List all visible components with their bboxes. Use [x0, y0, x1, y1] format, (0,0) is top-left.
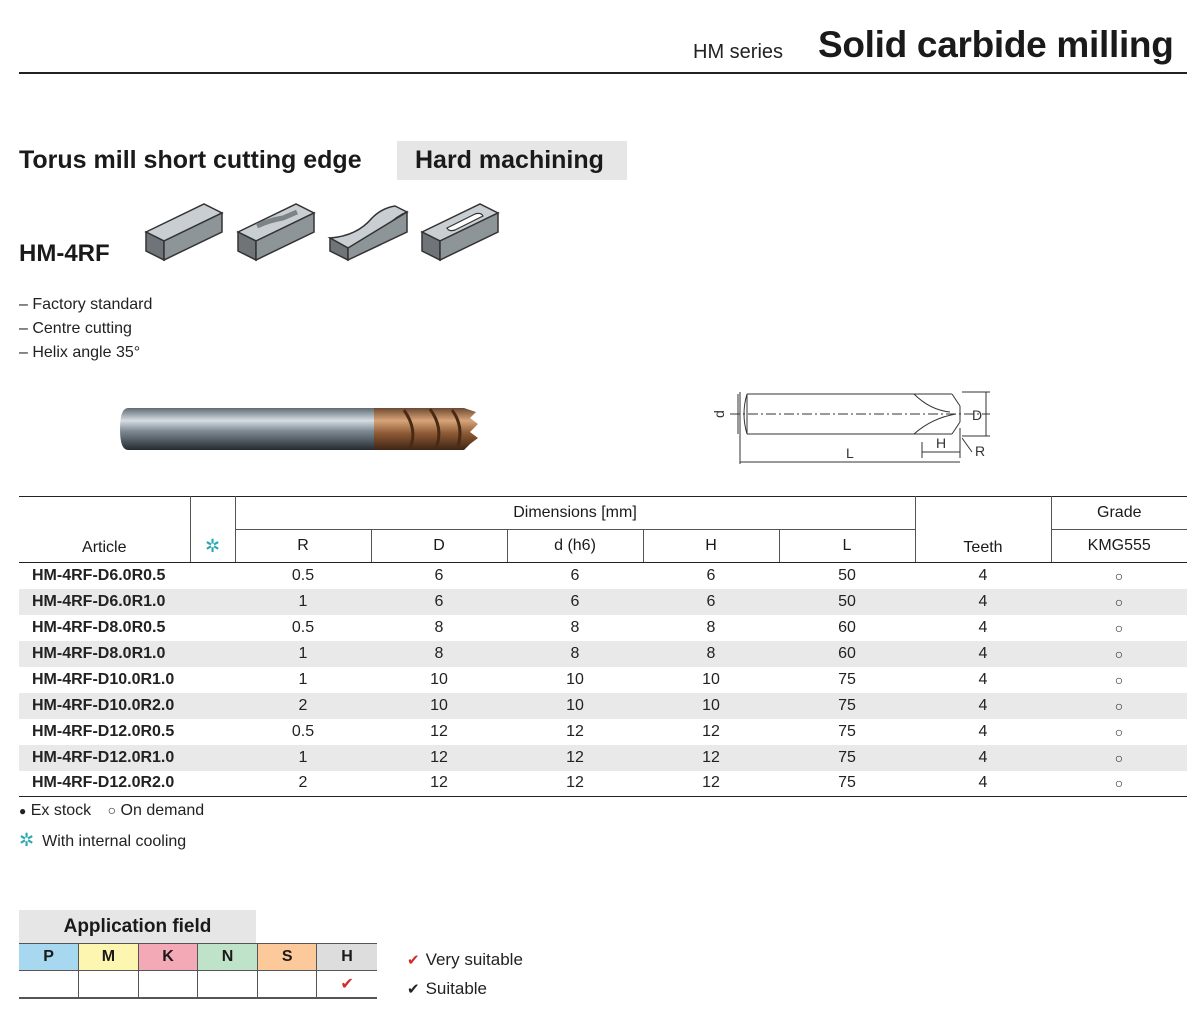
- product-heading: Torus mill short cutting edge: [19, 146, 362, 174]
- d-large-cell: 12: [430, 722, 448, 740]
- material-n: N: [198, 944, 258, 971]
- end-mill-photo: [118, 404, 483, 454]
- r-cell: 0.5: [291, 618, 315, 636]
- header-title: Solid carbide milling: [818, 24, 1174, 65]
- grade-cell: ○: [1051, 771, 1187, 797]
- material-s: S: [257, 944, 317, 971]
- col-H: H: [643, 530, 779, 563]
- h-cell: 10: [643, 693, 779, 719]
- d-large-cell: 6: [434, 566, 444, 584]
- suitability-p: [19, 971, 79, 998]
- ex-stock-label: Ex stock: [30, 802, 92, 819]
- d-shank-cell: 6: [570, 566, 580, 584]
- curved-block-icon: [330, 206, 407, 260]
- article-cell: HM-4RF-D6.0R1.0: [19, 589, 235, 615]
- on-demand-icon: ○: [107, 802, 117, 818]
- l-cell: 75: [838, 722, 856, 740]
- l-cell: 75: [779, 745, 915, 771]
- h-cell: 12: [643, 771, 779, 797]
- table-row: [19, 771, 1187, 797]
- d-large-cell: 8: [434, 618, 444, 636]
- l-cell: 50: [779, 589, 915, 615]
- on-demand-label: On demand: [120, 802, 205, 819]
- drawing-label-R: R: [975, 443, 986, 459]
- category-tag: Hard machining: [397, 141, 627, 180]
- grade-name: KMG555: [1051, 530, 1187, 563]
- r-cell: 1: [235, 745, 371, 771]
- model-code: HM-4RF: [19, 240, 110, 267]
- very-suitable-row: [407, 946, 523, 975]
- col-L: L: [779, 530, 915, 563]
- grade-cell: ○: [1114, 619, 1124, 636]
- material-k: K: [138, 944, 198, 971]
- teeth-cell: 4: [915, 693, 1051, 719]
- d-large-cell: 6: [371, 589, 507, 615]
- article-cell: HM-4RF-D12.0R2.0: [19, 771, 235, 797]
- article-cell: HM-4RF-D12.0R0.5: [32, 722, 175, 740]
- check-dark-icon: ✔: [407, 981, 420, 998]
- feature-item: – Helix angle 35°: [19, 344, 141, 361]
- suitability-m: [79, 971, 139, 998]
- grade-cell: ○: [1051, 693, 1187, 719]
- r-cell: 1: [235, 589, 371, 615]
- cooling-icon: ✲: [19, 830, 35, 850]
- ex-stock-icon: ●: [19, 804, 27, 818]
- material-h: H: [317, 944, 377, 971]
- article-table: [19, 496, 1187, 797]
- grade-cell: ○: [1114, 723, 1124, 740]
- teeth-cell: 4: [915, 745, 1051, 771]
- r-cell: 0.5: [291, 722, 315, 740]
- article-cell: HM-4RF-D10.0R2.0: [19, 693, 235, 719]
- d-large-cell: 12: [371, 771, 507, 797]
- table-row: [19, 615, 1187, 641]
- suitable-row: [407, 975, 523, 1004]
- flat-block-icon: [146, 204, 222, 260]
- r-cell: 1: [298, 670, 308, 688]
- d-large-cell: 12: [371, 745, 507, 771]
- shank: [120, 408, 376, 450]
- d-shank-cell: 10: [507, 693, 643, 719]
- suitability-legend: [407, 946, 523, 1004]
- suitability-n: [198, 971, 258, 998]
- d-shank-cell: 12: [507, 771, 643, 797]
- feature-item: – Factory standard: [19, 296, 153, 313]
- table-row: [19, 693, 1187, 719]
- col-d-h6: d (h6): [507, 530, 643, 563]
- grade-header: Grade: [1051, 497, 1187, 530]
- h-cell: 12: [702, 722, 720, 740]
- check-red-icon: ✔: [407, 952, 420, 969]
- cooling-label: With internal cooling: [42, 833, 187, 850]
- d-large-cell: 8: [371, 641, 507, 667]
- drawing-label-H: H: [936, 435, 947, 451]
- teeth-cell: 4: [978, 566, 988, 584]
- feature-item: – Centre cutting: [19, 320, 132, 337]
- r-cell: 2: [235, 771, 371, 797]
- drawing-label-d: d: [711, 410, 727, 418]
- article-cell: HM-4RF-D10.0R1.0: [32, 670, 175, 688]
- drawing-label-D: D: [972, 407, 983, 423]
- workpiece-shapes-illustration: [143, 200, 508, 266]
- article-cell: HM-4RF-D8.0R1.0: [19, 641, 235, 667]
- l-cell: 75: [838, 670, 856, 688]
- h-cell: 6: [706, 566, 716, 584]
- teeth-cell: 4: [915, 641, 1051, 667]
- application-field-table: [19, 943, 377, 999]
- cooling-icon: ✲: [204, 536, 221, 556]
- pocket-block-icon: [422, 204, 498, 260]
- grade-cell: ○: [1114, 567, 1124, 584]
- article-cell: HM-4RF-D6.0R0.5: [32, 566, 166, 584]
- l-cell: 60: [838, 618, 856, 636]
- d-shank-cell: 8: [507, 641, 643, 667]
- table-row: [19, 719, 1187, 745]
- article-cell: HM-4RF-D12.0R1.0: [19, 745, 235, 771]
- suitability-k: [138, 971, 198, 998]
- suitability-h: ✔: [317, 971, 377, 998]
- r-cell: 1: [235, 641, 371, 667]
- grade-cell: ○: [1114, 671, 1124, 688]
- tool-dimension-drawing: [700, 384, 1000, 466]
- table-row: [19, 563, 1187, 589]
- article-cell: HM-4RF-D8.0R0.5: [32, 618, 166, 636]
- l-cell: 75: [779, 771, 915, 797]
- feature-list: [19, 293, 152, 365]
- h-cell: 6: [643, 589, 779, 615]
- teeth-cell: 4: [978, 618, 988, 636]
- col-article: Article: [19, 497, 190, 563]
- d-shank-cell: 6: [507, 589, 643, 615]
- material-m: M: [79, 944, 139, 971]
- grade-cell: ○: [1051, 589, 1187, 615]
- col-R: R: [235, 530, 371, 563]
- col-D: D: [371, 530, 507, 563]
- h-cell: 10: [702, 670, 720, 688]
- col-teeth: Teeth: [915, 497, 1051, 563]
- col-cooling: [190, 497, 235, 563]
- teeth-cell: 4: [978, 722, 988, 740]
- d-shank-cell: 12: [507, 745, 643, 771]
- d-large-cell: 10: [371, 693, 507, 719]
- r-cell: 0.5: [291, 566, 315, 584]
- cutting-head: [374, 408, 478, 450]
- header-rule: [19, 72, 1187, 74]
- l-cell: 75: [779, 693, 915, 719]
- r-cell: 2: [235, 693, 371, 719]
- l-cell: 60: [779, 641, 915, 667]
- h-cell: 8: [706, 618, 716, 636]
- d-shank-cell: 8: [570, 618, 580, 636]
- l-cell: 50: [838, 566, 856, 584]
- suitable-label: Suitable: [425, 979, 488, 998]
- application-field-title: Application field: [19, 910, 256, 943]
- very-suitable-label: Very suitable: [425, 950, 523, 969]
- h-cell: 12: [643, 745, 779, 771]
- cooling-legend: [19, 830, 186, 851]
- d-large-cell: 10: [430, 670, 448, 688]
- grade-cell: ○: [1051, 641, 1187, 667]
- h-cell: 8: [643, 641, 779, 667]
- material-p: P: [19, 944, 79, 971]
- table-row: [19, 589, 1187, 615]
- grade-cell: ○: [1051, 745, 1187, 771]
- d-shank-cell: 12: [566, 722, 584, 740]
- d-shank-cell: 10: [566, 670, 584, 688]
- header-series: HM series: [693, 41, 784, 63]
- step-block-icon: [238, 204, 314, 260]
- table-row: [19, 641, 1187, 667]
- teeth-cell: 4: [915, 589, 1051, 615]
- table-row: [19, 667, 1187, 693]
- stock-legend: [19, 802, 204, 820]
- dimensions-header: Dimensions [mm]: [235, 497, 915, 530]
- suitability-s: [257, 971, 317, 998]
- table-row: [19, 745, 1187, 771]
- teeth-cell: 4: [978, 670, 988, 688]
- drawing-label-L: L: [846, 445, 854, 461]
- teeth-cell: 4: [915, 771, 1051, 797]
